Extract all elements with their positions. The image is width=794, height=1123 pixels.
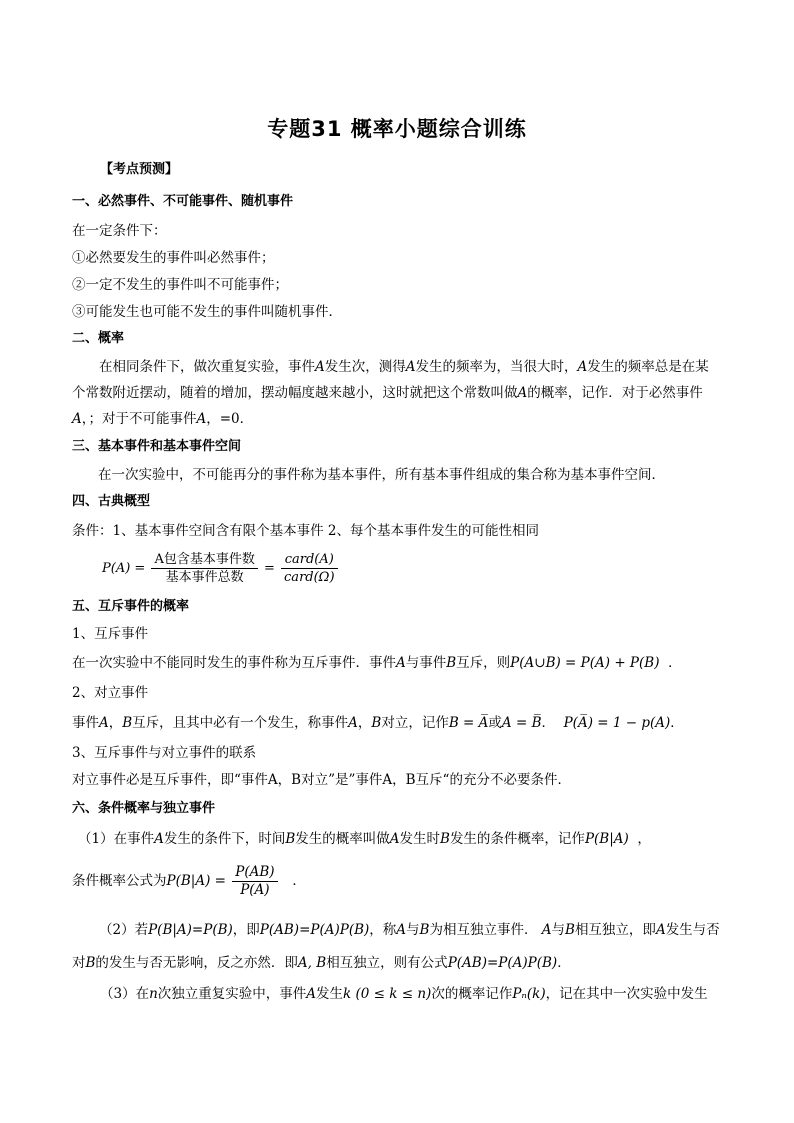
var-a: A	[405, 359, 416, 375]
s5-p2-b: ，	[357, 715, 372, 731]
var-a: A	[396, 922, 407, 938]
s2-text-a: 在相同条件下，做次重复实验，事件	[99, 359, 315, 375]
s4-condition: 条件：1、基本事件空间含有限个基本事件 2、每个基本事件发生的可能性相同	[72, 523, 539, 539]
s6-p1-e: 发生的条件概率，记作	[449, 831, 585, 847]
s6-p2-d: 与	[551, 922, 566, 938]
period: ．	[668, 655, 682, 671]
page-title: 专题31 概率小题综合训练	[267, 117, 527, 141]
conditional-lhs: P(B|A) =	[166, 873, 226, 889]
k-range: (0 ≤ k ≤ n)	[355, 986, 432, 1002]
s2-text-f: ，；对于不可能事件	[81, 411, 197, 427]
var-k: k	[343, 986, 352, 1002]
var-ab: A, B	[297, 955, 327, 971]
s2-text-b: 发生次，测得	[324, 359, 406, 375]
var-b: B	[85, 955, 96, 971]
var-b: B	[419, 922, 430, 938]
var-b: B	[285, 831, 296, 847]
s3-paragraph: 在一次实验中，不可能再分的事件称为基本事件，所有基本事件组成的集合称为基本事件空间．	[98, 467, 665, 483]
s1-heading: 一、必然事件、不可能事件、随机事件	[72, 194, 294, 209]
complement-formula-a: B = A̅	[448, 715, 489, 731]
conditional-denominator: P(A)	[240, 882, 270, 898]
s6-para3	[100, 984, 708, 1004]
s6-p2-i: 的发生与否无影响，反之亦然．即	[95, 955, 298, 971]
complement-probability-formula: P(A̅) = 1 − p(A)	[563, 715, 671, 731]
s6-p3-a: （3）在	[100, 986, 150, 1002]
s6-p2-b: ，即	[232, 922, 260, 938]
var-b: B	[371, 715, 382, 731]
s5-para3: 对立事件必是互斥事件，即“事件A，B对立”是”事件A，B互斥“的充分不必要条件．	[72, 772, 571, 788]
s1-item2: ②一定不发生的事件叫不可能事件；	[72, 277, 288, 293]
var-a: A	[72, 411, 82, 427]
s5-p1-b: 与事件	[405, 655, 447, 671]
s2-text-c: 发生的频率为，当很大时，	[415, 359, 578, 375]
comma: ，	[637, 831, 651, 847]
classical-probability-formula	[102, 551, 340, 586]
var-a: A	[655, 922, 666, 938]
var-b: B	[565, 922, 575, 938]
fraction-1	[151, 551, 257, 586]
var-a: A	[517, 385, 528, 401]
s5-p1-a: 在一次实验中不能同时发生的事件称为互斥事件．事件	[72, 655, 396, 671]
or-word: 或	[488, 715, 502, 731]
addition-formula: P(A∪B) = P(A) + P(B)	[510, 655, 660, 671]
fraction-2-numerator: card(A)	[281, 551, 338, 569]
s1-intro: 在一定条件下：	[72, 223, 167, 239]
s3-heading: 三、基本事件和基本事件空间	[72, 439, 242, 454]
s6-p1-b: 发生的条件下，时间	[163, 831, 286, 847]
s2-text-d: 发生的频率总是在某个常数附近摆动，随着的增加，摆动幅度越来越小，这时就把这个常数叫做	[72, 359, 709, 401]
s2-paragraph	[72, 354, 722, 432]
s5-heading: 五、互斥事件的概率	[72, 599, 190, 614]
s6-heading: 六、条件概率与独立事件	[72, 801, 216, 816]
s5-para1	[72, 653, 682, 673]
var-b: B	[440, 831, 450, 847]
s6-p1-h: 条件概率公式为	[72, 873, 167, 889]
s6-p1-a: （1）在事件	[78, 831, 155, 847]
independence-formula: P(AB)=P(A)P(B)	[447, 955, 558, 971]
s6-p2-a: （2）若	[99, 922, 149, 938]
s6-p1-c: 发生的概率叫做	[295, 831, 390, 847]
s6-p3-d: 次的概率记作	[431, 986, 513, 1002]
conditional-probability-formula	[72, 864, 306, 899]
s6-p2-j: 相互独立，则有公式	[326, 955, 448, 971]
s6-p2-g: 相互独立，即	[574, 922, 656, 938]
s6-p2-c: ，称	[369, 922, 397, 938]
var-a: A	[348, 715, 358, 731]
var-a: A	[99, 715, 109, 731]
var-n: n	[149, 986, 158, 1002]
s1-item1: ①必然要发生的事件叫必然事件；	[72, 250, 275, 266]
fraction-2-denominator: card(Ω)	[284, 570, 335, 585]
period: ．	[557, 955, 571, 971]
conditional-notation: P(B|A)	[584, 831, 629, 847]
var-a: A	[541, 922, 552, 938]
var-a: A	[396, 655, 406, 671]
s5-p2-a: 事件	[72, 715, 99, 731]
s6-p1-d: 发生时	[399, 831, 441, 847]
s4-heading: 四、古典概型	[72, 494, 151, 509]
var-a: A	[577, 359, 588, 375]
s5-p2-b: ，	[108, 715, 123, 731]
var-a: A	[306, 986, 317, 1002]
conditional-fraction	[232, 864, 277, 899]
var-a: A	[154, 831, 164, 847]
formula-lhs: P(A) =	[102, 561, 146, 576]
var-a: A	[389, 831, 400, 847]
s6-p3-e: ，记在其中一次实验中发生	[545, 986, 708, 1002]
s2-text-e: 的概率，记作．对于必然事件	[527, 385, 703, 401]
var-a: A	[315, 359, 325, 375]
var-b: B	[446, 655, 457, 671]
fraction-2	[281, 551, 338, 586]
period: ．	[670, 715, 684, 731]
s2-heading: 二、概率	[72, 331, 125, 346]
complement-formula-b: A = B̅	[501, 715, 542, 731]
s5-sub3: 3、互斥事件与对立事件的联系	[72, 745, 257, 761]
period: ．	[292, 873, 306, 889]
var-b: B	[122, 715, 133, 731]
s6-para2	[72, 914, 722, 980]
s5-p1-c: 互斥，则	[456, 655, 511, 671]
s6-p2-h: 发生与否对	[72, 922, 720, 971]
s5-sub2: 2、对立事件	[72, 685, 149, 701]
period: ．	[541, 715, 555, 731]
conditional-numerator: P(AB)	[232, 864, 277, 882]
fraction-1-denominator: 基本事件总数	[165, 570, 244, 585]
equals-sign: =	[263, 561, 275, 576]
binomial-notation: Pₙ(k)	[512, 986, 546, 1002]
s5-p2-d: 对立，记作	[381, 715, 449, 731]
independence-product: P(AB)=P(A)P(B)	[259, 922, 370, 938]
fraction-1-numerator: A包含基本事件数	[151, 551, 257, 569]
s6-p2-e: 为相互独立事件．	[429, 922, 538, 938]
s5-para2	[72, 713, 684, 733]
s6-p2-d: 与	[406, 922, 420, 938]
var-a: A	[196, 411, 207, 427]
independence-condition: P(B|A)=P(B)	[148, 922, 233, 938]
s5-sub1: 1、互斥事件	[72, 626, 149, 642]
s6-p3-b: 次独立重复实验中，事件	[157, 986, 307, 1002]
s2-text-g: ，=0．	[206, 411, 254, 427]
s6-p3-c: 发生	[316, 986, 344, 1002]
s1-item3: ③可能发生也可能不发生的事件叫随机事件．	[72, 304, 342, 320]
section-tag: 【考点预测】	[100, 162, 179, 177]
s6-para1	[78, 829, 651, 849]
s5-p2-c: 互斥，且其中必有一个发生，称事件	[132, 715, 349, 731]
